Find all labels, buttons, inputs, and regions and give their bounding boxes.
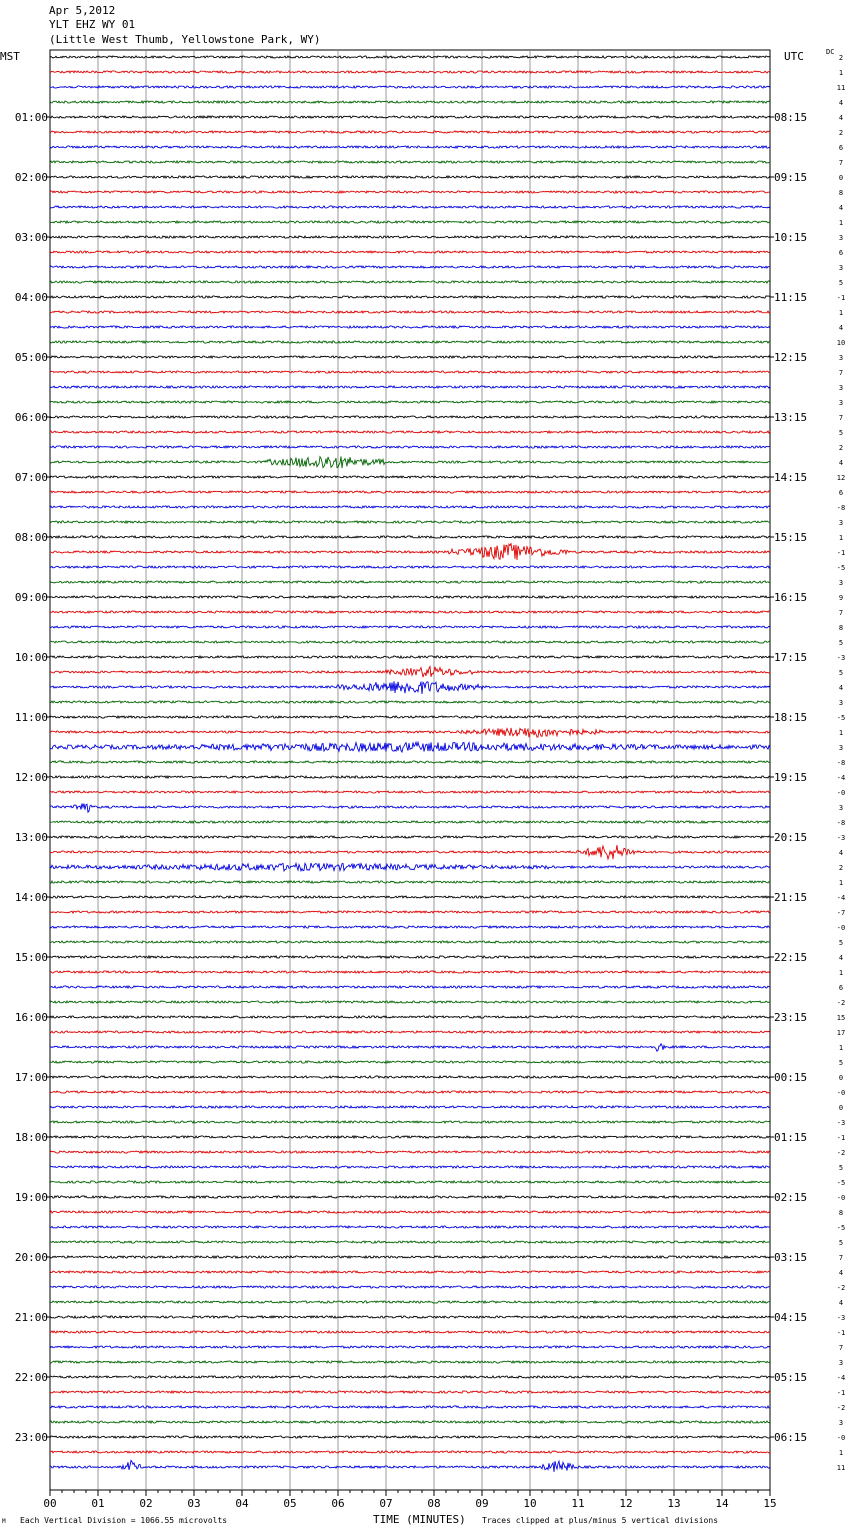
chart-station: YLT EHZ WY 01 xyxy=(49,18,136,31)
mst-hour-label: 18:00 xyxy=(14,1131,48,1144)
dc-offset-label: -2 xyxy=(836,999,846,1007)
dc-offset-label: 2 xyxy=(838,129,844,137)
trace-line xyxy=(50,1016,770,1018)
trace-line xyxy=(50,1406,770,1408)
dc-offset-label: 4 xyxy=(838,459,844,467)
dc-offset-label: -1 xyxy=(836,1389,846,1397)
trace-line xyxy=(50,456,770,468)
dc-offset-label: 0 xyxy=(838,174,844,182)
utc-hour-label: 19:15 xyxy=(774,771,808,784)
trace-line xyxy=(50,326,770,328)
x-tick-label: 10 xyxy=(523,1497,537,1510)
trace-line xyxy=(50,536,770,538)
dc-offset-label: 2 xyxy=(838,54,844,62)
trace-line xyxy=(50,728,770,737)
utc-hour-label: 20:15 xyxy=(774,831,808,844)
dc-offset-label: 6 xyxy=(838,984,844,992)
dc-offset-label: -2 xyxy=(836,1149,846,1157)
dc-offset-label: -4 xyxy=(836,1374,846,1382)
dc-offset-label: -3 xyxy=(836,654,846,662)
trace-line xyxy=(50,1421,770,1423)
utc-hour-label: 04:15 xyxy=(774,1311,808,1324)
trace-line xyxy=(50,56,770,58)
utc-hour-label: 02:15 xyxy=(774,1191,808,1204)
dc-offset-label: 5 xyxy=(838,429,844,437)
utc-hour-label: 05:15 xyxy=(774,1371,808,1384)
trace-line xyxy=(50,131,770,133)
x-tick-label: 05 xyxy=(283,1497,297,1510)
trace-line xyxy=(50,1136,770,1138)
trace-line xyxy=(50,491,770,493)
dc-offset-label: 4 xyxy=(838,684,844,692)
dc-offset-label: -4 xyxy=(836,774,846,782)
dc-offset-label: 4 xyxy=(838,114,844,122)
utc-hour-label: 01:15 xyxy=(774,1131,808,1144)
trace-line xyxy=(50,821,770,823)
corner-mark: M xyxy=(2,1518,6,1525)
trace-line xyxy=(50,803,770,812)
dc-offset-label: -1 xyxy=(836,294,846,302)
x-tick-label: 15 xyxy=(763,1497,777,1510)
dc-offset-label: -0 xyxy=(836,1089,846,1097)
dc-offset-label: 3 xyxy=(838,579,844,587)
trace-line xyxy=(50,1301,770,1303)
trace-line xyxy=(50,1166,770,1168)
trace-line xyxy=(50,1106,770,1108)
mst-hour-label: 17:00 xyxy=(14,1071,48,1084)
trace-line xyxy=(50,716,770,718)
scale-note: Each Vertical Division = 1066.55 microvolts xyxy=(20,1516,228,1525)
trace-line xyxy=(50,1091,770,1093)
trace-line xyxy=(50,544,770,560)
dc-offset-label: -8 xyxy=(836,759,846,767)
dc-offset-label: 1 xyxy=(838,69,844,77)
trace-line xyxy=(50,956,770,958)
utc-hour-label: 16:15 xyxy=(774,591,808,604)
trace-line xyxy=(50,1316,770,1318)
trace-line xyxy=(50,986,770,988)
trace-line xyxy=(50,386,770,388)
trace-line xyxy=(50,1286,770,1288)
x-tick-label: 09 xyxy=(475,1497,489,1510)
trace-line xyxy=(50,611,770,613)
dc-offset-label: 1 xyxy=(838,969,844,977)
dc-offset-label: 6 xyxy=(838,144,844,152)
trace-line xyxy=(50,596,770,598)
dc-offset-label: 1 xyxy=(838,219,844,227)
trace-line xyxy=(50,1076,770,1078)
trace-line xyxy=(50,311,770,313)
trace-line xyxy=(50,626,770,628)
mst-hour-label: 04:00 xyxy=(14,291,48,304)
dc-offset-label: 4 xyxy=(838,849,844,857)
trace-line xyxy=(50,476,770,478)
dc-column-label: DC xyxy=(826,48,835,56)
utc-hour-label: 11:15 xyxy=(774,291,808,304)
trace-line xyxy=(50,281,770,283)
utc-hour-label: 15:15 xyxy=(774,531,808,544)
dc-offset-label: -5 xyxy=(836,1224,846,1232)
trace-line xyxy=(50,971,770,973)
x-tick-label: 07 xyxy=(379,1497,393,1510)
x-tick-label: 14 xyxy=(715,1497,729,1510)
dc-offset-label: 3 xyxy=(838,354,844,362)
trace-line xyxy=(50,296,770,298)
trace-line xyxy=(50,701,770,703)
trace-line xyxy=(50,911,770,913)
trace-line xyxy=(50,1211,770,1213)
dc-offset-label: 0 xyxy=(838,1104,844,1112)
dc-offset-label: 4 xyxy=(838,99,844,107)
mst-hour-label: 22:00 xyxy=(14,1371,48,1384)
trace-line xyxy=(50,791,770,793)
trace-line xyxy=(50,1451,770,1453)
utc-hour-label: 06:15 xyxy=(774,1431,808,1444)
mst-hour-label: 14:00 xyxy=(14,891,48,904)
mst-hour-label: 16:00 xyxy=(14,1011,48,1024)
dc-offset-label: -1 xyxy=(836,549,846,557)
chart-date: Apr 5,2012 xyxy=(49,4,116,17)
mst-hour-label: 21:00 xyxy=(14,1311,48,1324)
mst-hour-label: 12:00 xyxy=(14,771,48,784)
trace-line xyxy=(50,521,770,523)
dc-offset-label: 3 xyxy=(838,384,844,392)
dc-offset-label: 1 xyxy=(838,309,844,317)
dc-offset-label: 3 xyxy=(838,399,844,407)
trace-line xyxy=(50,1181,770,1183)
dc-offset-label: -5 xyxy=(836,1179,846,1187)
trace-line xyxy=(50,1151,770,1153)
x-tick-label: 01 xyxy=(91,1497,105,1510)
dc-offset-label: 4 xyxy=(838,1269,844,1277)
trace-line xyxy=(50,1226,770,1228)
dc-offset-label: -0 xyxy=(836,924,846,932)
trace-line xyxy=(50,1436,770,1438)
trace-line xyxy=(50,1044,770,1051)
dc-offset-label: 1 xyxy=(838,534,844,542)
dc-offset-label: 9 xyxy=(838,594,844,602)
trace-line xyxy=(50,116,770,118)
trace-line xyxy=(50,236,770,238)
mst-hour-label: 20:00 xyxy=(14,1251,48,1264)
dc-offset-label: 1 xyxy=(838,1449,844,1457)
dc-offset-label: 8 xyxy=(838,189,844,197)
dc-offset-label: 7 xyxy=(838,1254,844,1262)
dc-offset-label: 5 xyxy=(838,1059,844,1067)
dc-offset-label: -1 xyxy=(836,1329,846,1337)
dc-offset-label: 5 xyxy=(838,1164,844,1172)
mst-axis-label: MST xyxy=(0,50,20,63)
dc-offset-label: 6 xyxy=(838,249,844,257)
x-tick-label: 08 xyxy=(427,1497,441,1510)
utc-hour-label: 12:15 xyxy=(774,351,808,364)
dc-offset-label: 0 xyxy=(838,1074,844,1082)
x-tick-label: 12 xyxy=(619,1497,633,1510)
utc-hour-label: 18:15 xyxy=(774,711,808,724)
mst-hour-label: 19:00 xyxy=(14,1191,48,1204)
dc-offset-label: 7 xyxy=(838,414,844,422)
dc-offset-label: -7 xyxy=(836,909,846,917)
trace-line xyxy=(50,101,770,103)
mst-hour-label: 11:00 xyxy=(14,711,48,724)
x-tick-label: 02 xyxy=(139,1497,153,1510)
dc-offset-label: -1 xyxy=(836,1134,846,1142)
trace-line xyxy=(50,836,770,838)
trace-line xyxy=(50,431,770,433)
dc-offset-label: 12 xyxy=(836,474,846,482)
trace-line xyxy=(50,742,770,752)
mst-hour-label: 01:00 xyxy=(14,111,48,124)
dc-offset-label: 7 xyxy=(838,369,844,377)
x-tick-label: 04 xyxy=(235,1497,249,1510)
trace-line xyxy=(50,641,770,643)
trace-line xyxy=(50,401,770,403)
trace-line xyxy=(50,1121,770,1123)
dc-offset-label: 1 xyxy=(838,1044,844,1052)
mst-hour-label: 13:00 xyxy=(14,831,48,844)
dc-offset-label: -2 xyxy=(836,1404,846,1412)
dc-offset-label: 1 xyxy=(838,879,844,887)
trace-line xyxy=(50,941,770,943)
utc-hour-label: 13:15 xyxy=(774,411,808,424)
trace-line xyxy=(50,371,770,373)
trace-line xyxy=(50,1376,770,1378)
x-tick-label: 03 xyxy=(187,1497,201,1510)
trace-line xyxy=(50,146,770,148)
trace-line xyxy=(50,1391,770,1393)
utc-axis-label: UTC xyxy=(784,50,804,63)
dc-offset-label: 6 xyxy=(838,489,844,497)
utc-hour-label: 14:15 xyxy=(774,471,808,484)
dc-offset-label: 17 xyxy=(836,1029,846,1037)
trace-line xyxy=(50,581,770,583)
dc-offset-label: 7 xyxy=(838,609,844,617)
trace-line xyxy=(50,221,770,223)
dc-offset-label: -3 xyxy=(836,1314,846,1322)
dc-offset-label: 3 xyxy=(838,744,844,752)
x-tick-label: 06 xyxy=(331,1497,345,1510)
chart-location: (Little West Thumb, Yellowstone Park, WY) xyxy=(49,33,321,46)
dc-offset-label: 3 xyxy=(838,519,844,527)
x-tick-label: 00 xyxy=(43,1497,57,1510)
trace-line xyxy=(50,667,770,678)
utc-hour-label: 03:15 xyxy=(774,1251,808,1264)
trace-line xyxy=(50,341,770,343)
dc-offset-label: 4 xyxy=(838,204,844,212)
dc-offset-label: 8 xyxy=(838,1209,844,1217)
trace-line xyxy=(50,1001,770,1003)
trace-line xyxy=(50,1241,770,1243)
dc-offset-label: 2 xyxy=(838,444,844,452)
dc-offset-label: 5 xyxy=(838,1239,844,1247)
dc-offset-label: 2 xyxy=(838,864,844,872)
trace-line xyxy=(50,71,770,73)
trace-line xyxy=(50,1361,770,1363)
dc-offset-label: -8 xyxy=(836,819,846,827)
dc-offset-label: -3 xyxy=(836,834,846,842)
dc-offset-label: 8 xyxy=(838,624,844,632)
trace-line xyxy=(50,356,770,358)
utc-hour-label: 17:15 xyxy=(774,651,808,664)
trace-line xyxy=(50,881,770,883)
trace-line xyxy=(50,191,770,193)
mst-hour-label: 07:00 xyxy=(14,471,48,484)
dc-offset-label: -5 xyxy=(836,714,846,722)
dc-offset-label: 5 xyxy=(838,639,844,647)
utc-hour-label: 08:15 xyxy=(774,111,808,124)
trace-line xyxy=(50,896,770,898)
utc-hour-label: 21:15 xyxy=(774,891,808,904)
dc-offset-label: -0 xyxy=(836,789,846,797)
dc-offset-label: -0 xyxy=(836,1194,846,1202)
trace-line xyxy=(50,845,770,859)
x-tick-label: 13 xyxy=(667,1497,681,1510)
trace-line xyxy=(50,776,770,778)
trace-line xyxy=(50,206,770,208)
trace-line xyxy=(50,926,770,928)
dc-offset-label: 3 xyxy=(838,1359,844,1367)
dc-offset-label: 7 xyxy=(838,1344,844,1352)
trace-line xyxy=(50,161,770,163)
trace-line xyxy=(50,266,770,268)
dc-offset-label: 4 xyxy=(838,954,844,962)
utc-hour-label: 22:15 xyxy=(774,951,808,964)
utc-hour-label: 23:15 xyxy=(774,1011,808,1024)
trace-line xyxy=(50,1331,770,1333)
dc-offset-label: 7 xyxy=(838,159,844,167)
trace-line xyxy=(50,681,770,694)
trace-line xyxy=(50,1271,770,1273)
trace-line xyxy=(50,1061,770,1063)
dc-offset-label: 10 xyxy=(836,339,846,347)
mst-hour-label: 08:00 xyxy=(14,531,48,544)
dc-offset-label: 4 xyxy=(838,324,844,332)
utc-hour-label: 09:15 xyxy=(774,171,808,184)
dc-offset-label: -0 xyxy=(836,1434,846,1442)
trace-line xyxy=(50,761,770,763)
x-axis-label: TIME (MINUTES) xyxy=(373,1513,466,1526)
dc-offset-label: -8 xyxy=(836,504,846,512)
dc-offset-label: -5 xyxy=(836,564,846,572)
trace-line xyxy=(50,1031,770,1033)
dc-offset-label: 3 xyxy=(838,264,844,272)
mst-hour-label: 10:00 xyxy=(14,651,48,664)
trace-line xyxy=(50,86,770,88)
plot-frame xyxy=(50,50,770,1490)
trace-line xyxy=(50,1256,770,1258)
dc-offset-label: -3 xyxy=(836,1119,846,1127)
trace-line xyxy=(50,506,770,508)
trace-line xyxy=(50,656,770,658)
dc-offset-label: 3 xyxy=(838,804,844,812)
mst-hour-label: 06:00 xyxy=(14,411,48,424)
x-tick-label: 11 xyxy=(571,1497,585,1510)
clip-note: Traces clipped at plus/minus 5 vertical divisions xyxy=(482,1516,719,1525)
mst-hour-label: 03:00 xyxy=(14,231,48,244)
dc-offset-label: -2 xyxy=(836,1284,846,1292)
dc-offset-label: 3 xyxy=(838,699,844,707)
utc-hour-label: 00:15 xyxy=(774,1071,808,1084)
dc-offset-label: 5 xyxy=(838,279,844,287)
dc-offset-label: -4 xyxy=(836,894,846,902)
mst-hour-label: 09:00 xyxy=(14,591,48,604)
dc-offset-label: 3 xyxy=(838,1419,844,1427)
dc-offset-label: 4 xyxy=(838,1299,844,1307)
trace-line xyxy=(50,176,770,178)
dc-offset-label: 5 xyxy=(838,669,844,677)
dc-offset-label: 1 xyxy=(838,729,844,737)
trace-line xyxy=(50,251,770,253)
dc-offset-label: 11 xyxy=(836,84,846,92)
mst-hour-label: 02:00 xyxy=(14,171,48,184)
dc-offset-label: 15 xyxy=(836,1014,846,1022)
trace-line xyxy=(50,863,770,871)
trace-line xyxy=(50,566,770,568)
mst-hour-label: 23:00 xyxy=(14,1431,48,1444)
mst-hour-label: 05:00 xyxy=(14,351,48,364)
trace-line xyxy=(50,446,770,448)
dc-offset-label: 11 xyxy=(836,1464,846,1472)
mst-hour-label: 15:00 xyxy=(14,951,48,964)
dc-offset-label: 5 xyxy=(838,939,844,947)
dc-offset-label: 3 xyxy=(838,234,844,242)
trace-line xyxy=(50,416,770,418)
trace-line xyxy=(50,1460,770,1471)
trace-line xyxy=(50,1346,770,1348)
trace-line xyxy=(50,1196,770,1198)
utc-hour-label: 10:15 xyxy=(774,231,808,244)
